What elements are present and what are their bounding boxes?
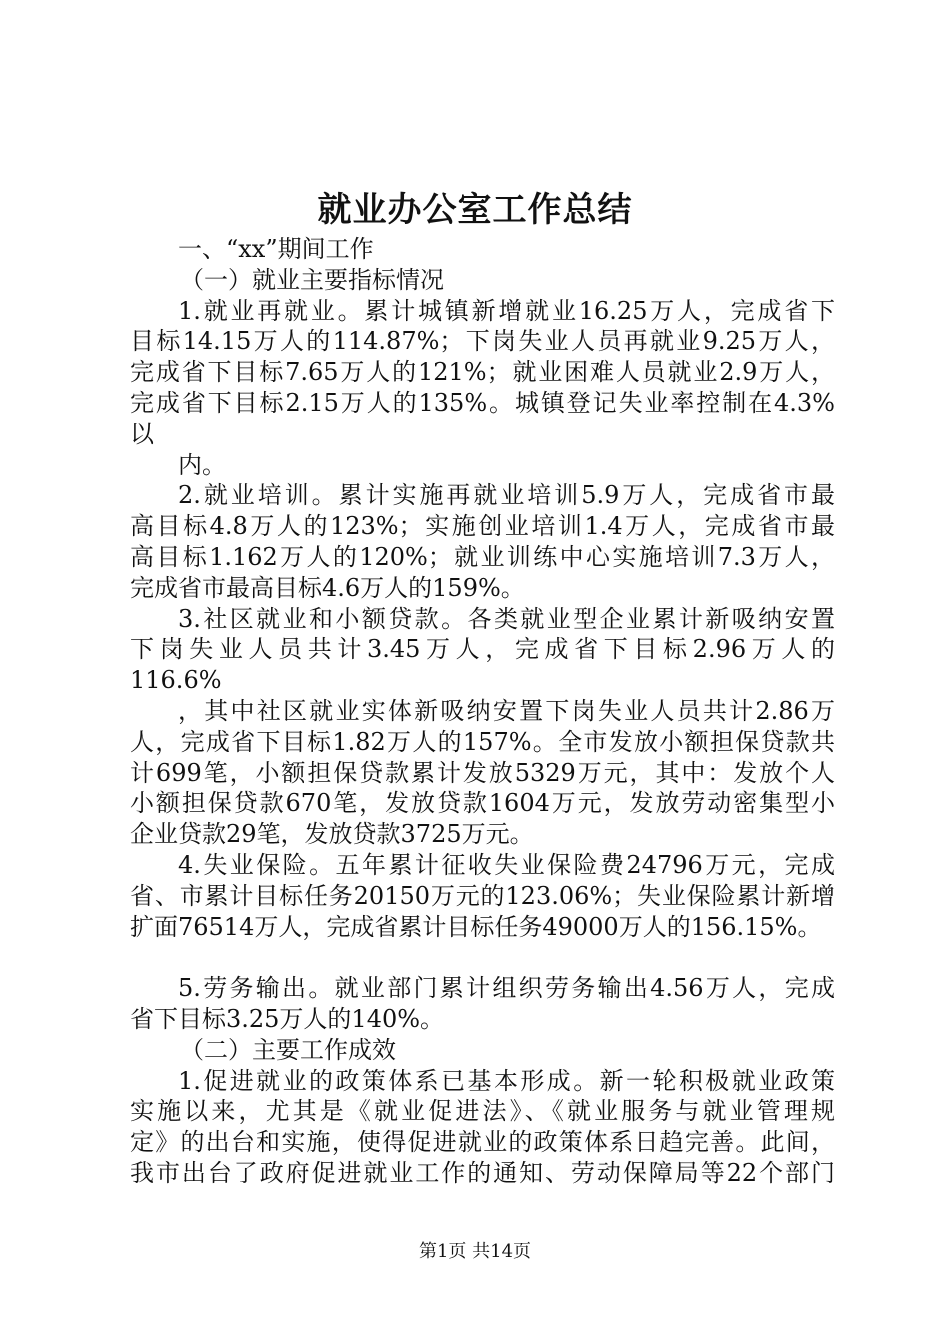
paragraph-line: 1.就业再就业。累计城镇新增就业16.25万人，完成省下 (178, 296, 835, 325)
document-title: 就业办公室工作总结 (317, 190, 633, 230)
paragraph-line: 以 (130, 419, 154, 448)
subsection-heading: （二）主要工作成效 (180, 1035, 396, 1064)
subsection-heading: （一）就业主要指标情况 (180, 265, 444, 294)
paragraph-line: 116.6% (130, 666, 222, 695)
paragraph-line: 内。 (178, 450, 226, 479)
paragraph-line: 省、市累计目标任务20150万元的123.06%；失业保险累计新增 (130, 881, 835, 910)
document-body (130, 234, 835, 1189)
paragraph-line: 实施以来，尤其是《就业促进法》、《就业服务与就业管理规 (130, 1097, 835, 1126)
paragraph-line: 高目标1.162万人的120%；就业训练中心实施培训7.3万人， (130, 542, 835, 571)
paragraph-line: 2.就业培训。累计实施再就业培训5.9万人，完成省市最 (178, 481, 835, 510)
page-footer: 第1页 共14页 (418, 1241, 532, 1262)
paragraph-line: 计699笔，小额担保贷款累计发放5329万元，其中：发放个人 (130, 758, 835, 787)
paragraph-line: 高目标4.8万人的123%；实施创业培训1.4万人，完成省市最 (130, 512, 835, 541)
paragraph-line: 扩面76514万人，完成省累计目标任务49000万人的156.15%。 (130, 912, 822, 941)
paragraph-line: 完成省下目标7.65万人的121%；就业困难人员就业2.9万人， (130, 358, 835, 387)
paragraph-line: 我市出台了政府促进就业工作的通知、劳动保障局等22个部门 (130, 1158, 835, 1187)
paragraph-line: 5.劳务输出。就业部门累计组织劳务输出4.56万人，完成 (178, 974, 835, 1003)
paragraph-line: 下岗失业人员共计3.45万人，完成省下目标2.96万人的 (130, 635, 835, 664)
blank-line (130, 942, 835, 973)
paragraph-line: 人，完成省下目标1.82万人的157%。全市发放小额担保贷款共 (130, 727, 835, 756)
paragraph-line: ，其中社区就业实体新吸纳安置下岗失业人员共计2.86万 (178, 696, 835, 725)
paragraph-line: 小额担保贷款670笔，发放贷款1604万元，发放劳动密集型小 (130, 789, 835, 818)
paragraph-line: 完成省市最高目标4.6万人的159%。 (130, 573, 525, 602)
paragraph-line: 4.失业保险。五年累计征收失业保险费24796万元，完成 (178, 850, 835, 879)
paragraph-line: 1.促进就业的政策体系已基本形成。新一轮积极就业政策 (178, 1066, 835, 1095)
paragraph-line: 3.社区就业和小额贷款。各类就业型企业累计新吸纳安置 (178, 604, 835, 633)
paragraph-line: 省下目标3.25万人的140%。 (130, 1004, 445, 1033)
paragraph-line: 目标14.15万人的114.87%；下岗失业人员再就业9.25万人， (130, 327, 835, 356)
paragraph-line: 企业贷款29笔，发放贷款3725万元。 (130, 820, 534, 849)
paragraph-line: 定》的出台和实施，使得促进就业的政策体系日趋完善。此间， (130, 1128, 835, 1157)
section-heading: 一、“xx”期间工作 (178, 235, 374, 263)
paragraph-line: 完成省下目标2.15万人的135%。城镇登记失业率控制在4.3% (130, 388, 835, 417)
